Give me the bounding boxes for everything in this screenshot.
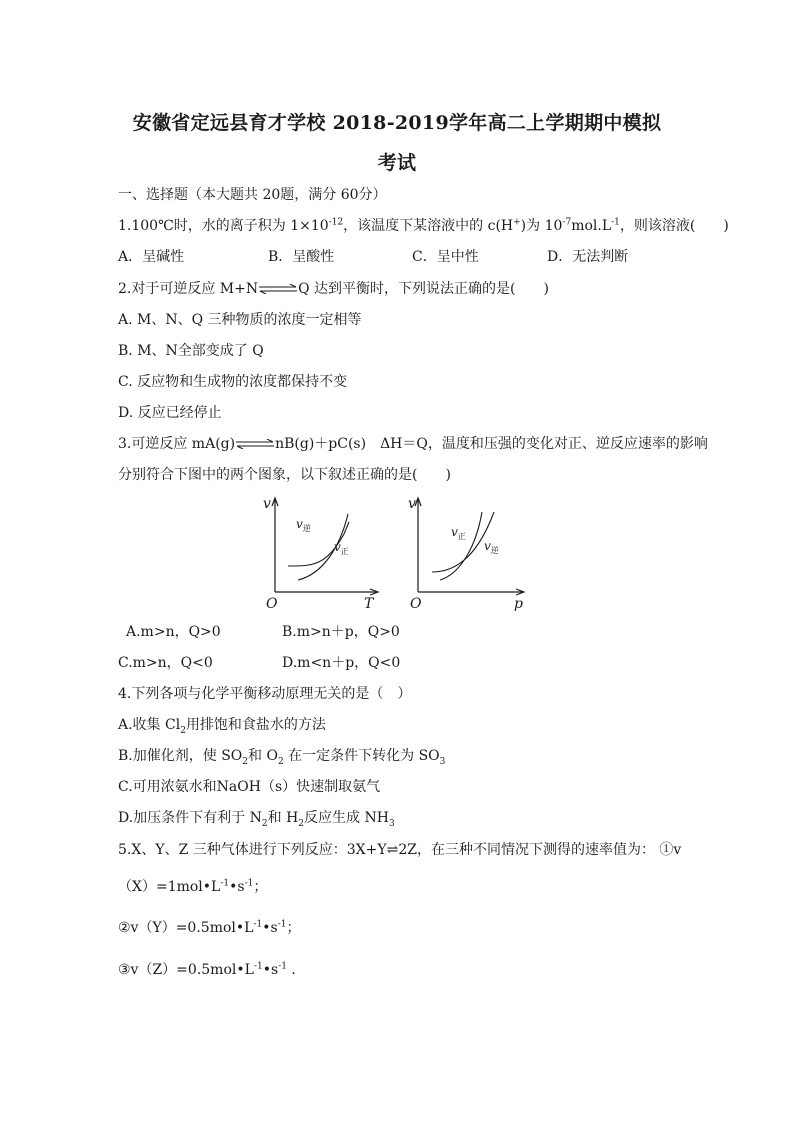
x-axis-label: T	[364, 596, 374, 612]
question-1-stem: 1.100℃时，水的离子积为 $1\times 10^{-12}$，该温度下某溶液中的 c(H+)为 $10^{-7}mol.L^{-1}$，则该溶液( )	[118, 217, 729, 234]
question-1-option-b: B．呈酸性	[268, 249, 335, 265]
graph-rate-vs-pressure	[404, 492, 534, 612]
question-1-option-d: D．无法判断	[547, 249, 629, 265]
y-axis-label: v	[263, 496, 271, 512]
question-2-stem: 2.对于可逆反应 M+N Q 达到平衡时，下列说法正确的是( )	[118, 281, 549, 297]
question-3-option-a: A.m>n，Q>0	[126, 624, 221, 640]
question-1-option-a: A．呈碱性	[118, 249, 185, 265]
question-4-option-c: C.可用浓氨水和NaOH（s）快速制取氨气	[118, 779, 381, 795]
question-3-option-c: C.m>n，Q<0	[118, 655, 213, 671]
question-3-stem-line1: 3.可逆反应 mA(g) nB(g)＋pC(s) ΔH＝Q，温度和压强的变化对正、逆反应速率的影响	[118, 436, 708, 452]
exam-title-line2: 考试	[377, 152, 417, 174]
y-axis-label: v	[408, 496, 416, 512]
curve-label-forward: $v_正$	[451, 525, 466, 541]
question-3-stem-line2: 分别符合下图中的两个图象，以下叙述正确的是( )	[118, 467, 451, 483]
question-4-stem: 4.下列各项与化学平衡移动原理无关的是（ ）	[118, 686, 412, 702]
question-2-option-b: B. M、N全部变成了 Q	[118, 343, 264, 359]
exam-title-line1: 安徽省定远县育才学校 2018-2019学年高二上学期期中模拟	[132, 112, 662, 134]
question-3-option-d: D.m<n＋p，Q<0	[282, 655, 401, 671]
equilibrium-arrow-icon	[235, 439, 275, 449]
question-2-option-a: A. M、N、Q 三种物质的浓度一定相等	[118, 312, 362, 328]
section-heading: 一、选择题（本大题共 20题，满分 60分）	[118, 187, 387, 203]
question-5-rate-1: $(X)=1mol•L^{-1}•s^{-1}$；	[118, 878, 268, 895]
curve-label-reverse: $v_逆$	[484, 539, 499, 555]
question-4-option-d: D.加压条件下有利于 $N_2$和 $H_2$反应生成 $NH_3$	[118, 810, 395, 829]
curve-label-reverse: $v_逆$	[296, 517, 311, 533]
question-2-option-c: C. 反应物和生成物的浓度都保持不变	[118, 374, 348, 390]
origin-label: O	[410, 596, 422, 612]
graph-rate-vs-temperature	[258, 492, 388, 612]
question-4-option-b: B.加催化剂，使 $SO_2$和 $O_2$ 在一定条件下转化为 $SO_3$	[118, 748, 446, 767]
equilibrium-arrow-icon	[258, 284, 298, 294]
x-axis-label: p	[514, 596, 523, 612]
question-5-rate-2: $②v(Y)=0.5mol•L^{-1}•s^{-1}$；	[118, 919, 301, 936]
question-5-rate-3: $③v(Z)=0.5mol•L^{-1}•s^{-1}$ ．	[118, 961, 306, 978]
curve-label-forward: $v_正$	[334, 540, 349, 556]
question-3-option-b: B.m>n＋p，Q>0	[282, 624, 400, 640]
origin-label: O	[266, 596, 278, 612]
question-1-option-c: C．呈中性	[412, 249, 479, 265]
question-2-option-d: D. 反应已经停止	[118, 405, 222, 421]
question-4-option-a: A.收集 $Cl_2$用排饱和食盐水的方法	[118, 717, 326, 736]
question-5-stem: 5.X、Y、Z 三种气体进行下列反应：3X+Y⇌2Z，在三种不同情况下测得的速率值为： ①v	[118, 842, 682, 858]
